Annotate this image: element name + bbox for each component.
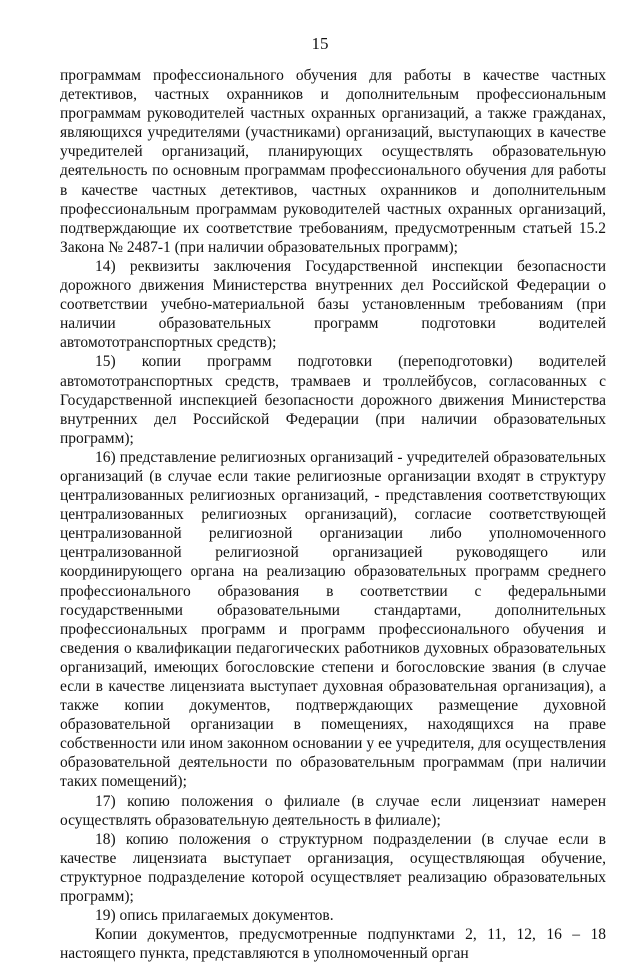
document-body: [60, 66, 606, 963]
paragraph-copies-note: Копии документов, предусмотренные подпунктами 2, 11, 12, 16 – 18 настоящего пункта, представляются в уполномоченный орган: [60, 926, 606, 963]
paragraph-item-16: 16) представление религиозных организаций - учредителей образовательных организаций (в случае если такие религиозные организации входят в структуру централизованных религиозных организаций, - представления соответствующих централизованных религиозных организаций), согласие соответствующей централизованной религиозной организации либо уполномоченного централизованной религиозной организацией руководящего или координирующего органа на реализацию образовательных программ среднего профессионального образования в соответствии с федеральными государственными образовательными стандартами, дополнительных профессиональных программ и программ профессионального обучения и сведения о квалификации педагогических работников духовных образовательных организаций, имеющих богословские степени и богословские звания (в случае если в качестве лицензиата выступает духовная образовательная организация), а также копии документов, подтверждающих размещение духовной образовательной организации в помещениях, находящихся на праве собственности или ином законном основании у ее учредителя, для осуществления образовательной деятельности по образовательным программам (при наличии таких помещений);: [60, 448, 606, 791]
paragraph-item-15: 15) копии программ подготовки (переподготовки) водителей автомототранспортных средств, трамваев и троллейбусов, согласованных с Государственной инспекцией безопасности дорожного движения Министерства внутренних дел Российской Федерации (при наличии образовательных программ);: [60, 353, 606, 447]
paragraph-item-17: 17) копию положения о филиале (в случае если лицензиат намерен осуществлять образовательную деятельность в филиале);: [60, 792, 606, 829]
paragraph-continuation: программам профессионального обучения для работы в качестве частных детективов, частных охранников и дополнительным профессиональным программам руководителей частных охранных организаций, а также гражданах, являющихся учредителями (участниками) организаций, выступающих в качестве учредителей организаций, планирующих осуществлять образовательную деятельность по основным программам профессионального обучения для работы в качестве частных детективов, частных охранников и дополнительным профессиональным программам руководителей частных охранных организаций, подтверждающие их соответствие требованиям, предусмотренным статьей 15.2 Закона № 2487-1 (при наличии образовательных программ);: [60, 67, 606, 256]
page-number: 15: [311, 34, 329, 53]
paragraph-item-18: 18) копию положения о структурном подразделении (в случае если в качестве лицензиата выступает организация, осуществляющая обучение, структурное подразделение которой осуществляет реализацию образовательных программ);: [60, 830, 606, 906]
paragraph-item-19: 19) опись прилагаемых документов.: [95, 907, 334, 925]
paragraph-item-14: 14) реквизиты заключения Государственной инспекции безопасности дорожного движения Министерства внутренних дел Российской Федерации о соответствии учебно-материальной базы установленным требованиям (при наличии образовательных программ подготовки водителей автомототранспортных средств);: [60, 257, 606, 352]
